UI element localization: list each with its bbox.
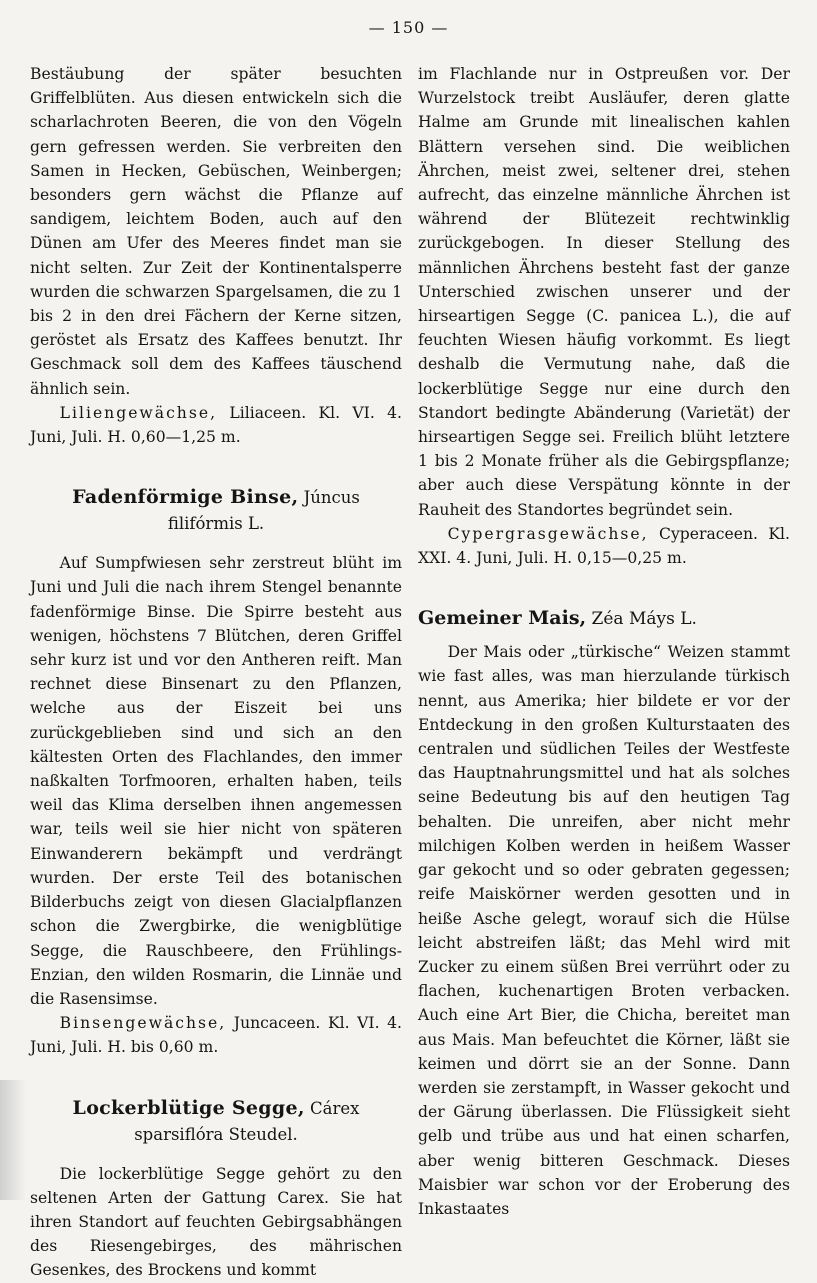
family-name: Cypergrasgewächse,: [447, 524, 649, 543]
heading-latin-name-cont: filifórmis L.: [167, 514, 265, 534]
heading-zea: [418, 606, 790, 632]
heading-latin-name: Cárex: [304, 1098, 360, 1118]
heading-carex: [30, 1096, 402, 1148]
heading-german-name: Fadenförmige Binse,: [72, 486, 299, 509]
family-name: Liliengewächse,: [59, 403, 218, 422]
heading-juncus: [30, 485, 402, 537]
heading-latin-name: Zéa Máys L.: [586, 609, 697, 630]
family-details: Juncaceen. Kl. VI. 4. Juni, Juli. H. bis 0,60 m.: [30, 1014, 402, 1057]
family-details: Liliaceen. Kl. VI. 4. Juni, Juli. H. 0,60—1,25 m.: [30, 403, 402, 447]
heading-german-name: Gemeiner Mais,: [418, 607, 587, 630]
paragraph-carex-cont: im Flachlande nur in Ostpreußen vor. Der Wurzelstock treibt Ausläufer, deren glatte Halme am Grunde mit linealischen kahlen Blättern versehen sind. Die weiblichen Ährchen, meist zwei, seltener drei, stehen aufrecht, das einzelne männliche Ährchen ist während der Blütezeit rechtwinklig zurückgebogen. In dieser Stellung des männlichen Ährchens besteht fast der ganze Unterschied zwischen unserer und der hirseartigen Segge (C. panicea L.), die auf feuchten Wiesen häufig vorkommt. Es liegt deshalb die Vermutung nahe, daß die lockerblütige Segge nur eine durch den Standort bedingte Abänderung (Varietät) der hirseartigen Segge sei. Freilich blüht letztere 1 bis 2 Monate früher als die Gebirgspflanze; aber auch diese Verspätung könnte in der Rauheit des Standortes begründet sein.: [418, 65, 790, 519]
family-line-liliaceae: [30, 401, 402, 449]
heading-latin-name-cont: sparsiflóra Steudel.: [134, 1124, 298, 1144]
family-line-cyperaceae: [418, 522, 790, 570]
paragraph-asparagus-end: Bestäubung der später besuchten Griffelblüten. Aus diesen entwickeln sich die scharlachroten Beeren, die von den Vögeln gern gefressen werden. Sie verbreiten den Samen in Hecken, Gebüschen, Weinbergen; besonders gern wächst die Pflanze auf sandigem, leichtem Boden, auch auf den Dünen am Ufer des Meeres findet man sie nicht selten. Zur Zeit der Kontinentalsperre wurden die schwarzen Spargelsamen, die zu 1 bis 2 in den drei Fächern der Kerne sitzen, geröstet als Ersatz des Kaffees benutzt. Ihr Geschmack soll dem des Kaffees täuschend ähnlich sein.: [30, 65, 402, 398]
right-column: [418, 62, 790, 1221]
page-number: — 150 —: [368, 18, 449, 37]
paragraph-juncus: Auf Sumpfwiesen sehr zerstreut blüht im Juni und Juli die nach ihrem Stengel benannte fadenförmige Binse. Die Spirre besteht aus wenigen, höchstens 7 Blütchen, deren Griffel sehr kurz ist und vor den Antheren reift. Man rechnet diese Binsenart zu den Pflanzen, welche aus der Eiszeit bei uns zurückgeblieben sind und sich an den kältesten Orten des Flachlandes, den immer naßkalten Torfmooren, erhalten haben, teils weil das Klima derselben ihnen angemessen war, teils weil sie hier nicht von späteren Einwanderern bekämpft und verdrängt wurden. Der erste Teil des botanischen Bilderbuchs zeigt von diesen Glacialpflanzen schon die Zwergbirke, die wenigblütige Segge, die Rauschbeere, den Frühlings-Enzian, den wilden Rosmarin, die Linnäe und die Rasensimse.: [30, 554, 402, 1008]
family-name: Binsengewächse,: [59, 1014, 227, 1033]
left-column: [30, 62, 402, 1283]
paragraph-zea: Der Mais oder „türkische“ Weizen stammt wie fast alles, was man hierzulande türkisch nennt, aus Amerika; hier bildete er vor der Entdeckung in den großen Kulturstaaten des centralen und südlichen Teiles der Westfeste das Hauptnahrungsmittel und hat als solches seine Bedeutung bis auf den heutigen Tag behalten. Die unreifen, aber nicht mehr milchigen Kolben werden in heißem Wasser gar gekocht und so oder gebraten gegessen; reife Maiskörner werden gesotten und in heiße Asche gelegt, worauf sich die Hülse leicht abstreifen läßt; das Mehl wird mit Zucker zu einem süßen Brei verrührt oder zu flachen, kuchenartigen Broten verbacken. Auch eine Art Bier, die Chicha, bereitet man aus Mais. Man befeuchtet die Körner, läßt sie keimen und dörrt sie an der Sonne. Dann werden sie zerstampft, in Wasser gekocht und der Gärung überlassen. Die Flüssigkeit sieht gelb und trübe aus und hat einen scharfen, aber wenig bitteren Geschmack. Dieses Maisbier war schon vor der Eroberung des Inkastaates: [418, 643, 790, 1218]
scan-shadow: [0, 1080, 26, 1200]
family-details: Cyperaceen. Kl. XXI. 4. Juni, Juli. H. 0,15—0,25 m.: [418, 524, 790, 568]
paragraph-carex: Die lockerblütige Segge gehört zu den seltenen Arten der Gattung Carex. Sie hat ihren Standort auf feuchten Gebirgsabhängen des Riesengebirges, des mährischen Gesenkes, des Brockens und kommt: [30, 1164, 402, 1280]
heading-latin-name: Júncus: [298, 488, 360, 508]
family-line-juncaceae: [30, 1011, 402, 1059]
heading-german-name: Lockerblütige Segge,: [72, 1096, 305, 1119]
